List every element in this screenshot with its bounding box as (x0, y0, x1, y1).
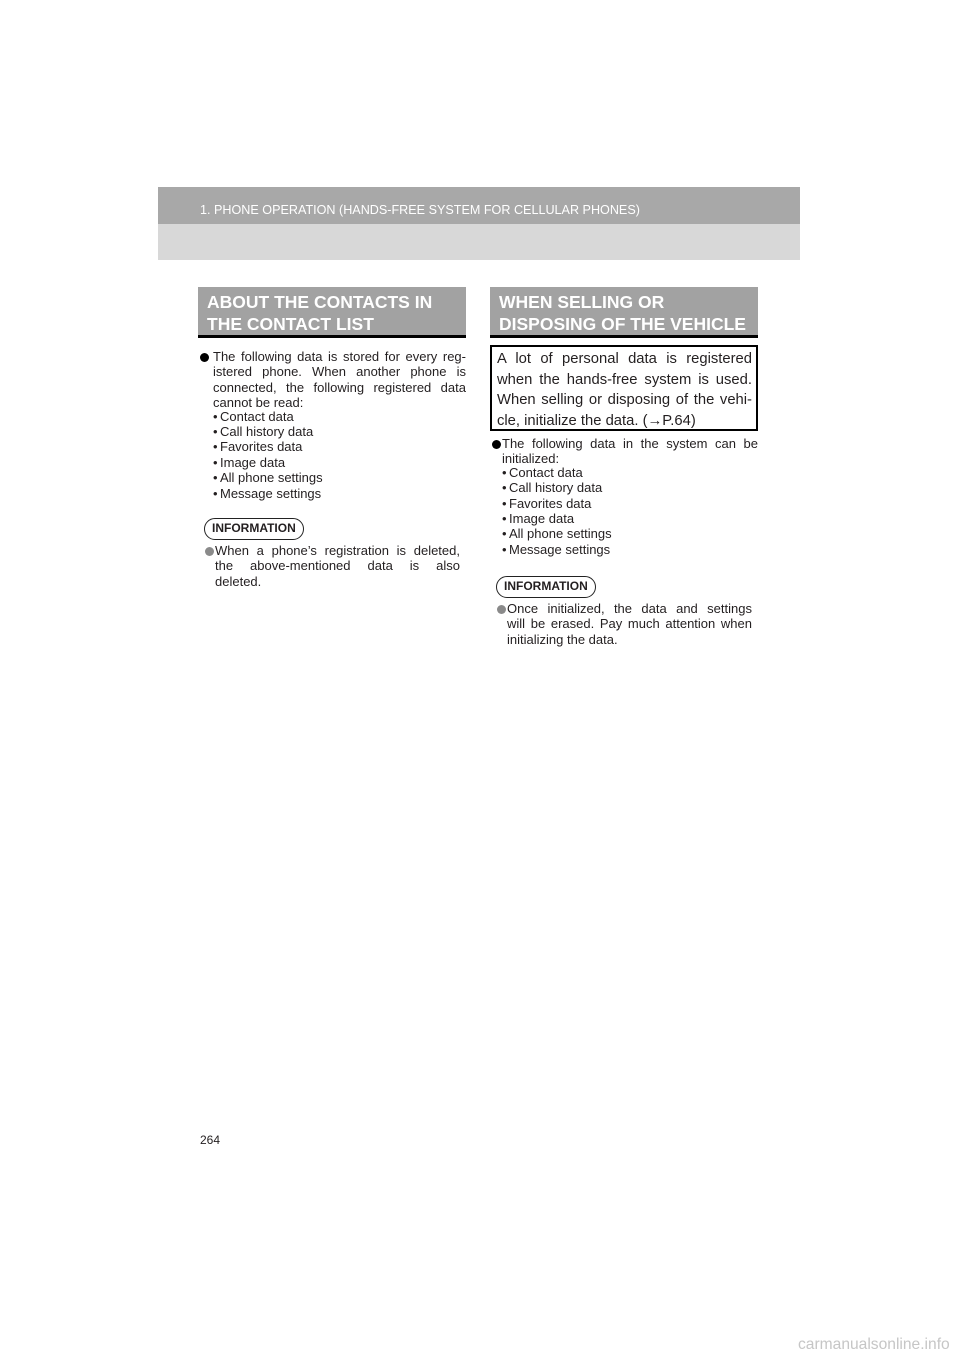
text-line: istered phone. When another phone is (213, 364, 466, 380)
text-line: initializing the data. (507, 631, 618, 647)
heading-line: DISPOSING OF THE VEHICLE (499, 314, 746, 334)
list-item: • Image data (213, 455, 466, 470)
text-line: initialized: (502, 451, 560, 467)
heading-line: THE CONTACT LIST (207, 314, 374, 334)
list-item: • All phone settings (213, 470, 466, 485)
heading-selling-vehicle (490, 287, 758, 338)
watermark: carmanualsonline.info (798, 1336, 950, 1353)
list-item: • Message settings (502, 542, 758, 557)
data-list (502, 465, 758, 557)
page-number: 264 (200, 1133, 221, 1147)
notice-box (490, 345, 758, 431)
information-label: INFORMATION (496, 576, 596, 598)
bullet-icon (492, 440, 501, 449)
list-item: • All phone settings (502, 526, 758, 541)
heading-line: ABOUT THE CONTACTS IN (207, 292, 433, 312)
list-item: • Contact data (502, 465, 758, 480)
section-title: 1. PHONE OPERATION (HANDS-FREE SYSTEM FOR CELLULAR PHONES) (200, 203, 640, 217)
section-header-band (158, 224, 800, 260)
list-item: • Contact data (213, 409, 466, 424)
information-paragraph (507, 601, 752, 647)
notice-line: When selling or disposing of the vehi- (497, 392, 752, 408)
text-line: will be erased. Pay much attention when (507, 616, 752, 632)
list-item: • Message settings (213, 486, 466, 501)
text-line: When a phone’s registration is deleted, (215, 543, 460, 558)
bullet-icon (200, 353, 209, 362)
text-line: connected, the following registered data (213, 379, 466, 395)
text-line: the above-mentioned data is also (215, 558, 460, 574)
info-bullet-icon (497, 605, 506, 614)
list-item: • Favorites data (502, 496, 758, 511)
heading-about-contacts (198, 287, 466, 338)
initialized-data-paragraph (502, 436, 758, 557)
list-item: • Image data (502, 511, 758, 526)
heading-line: WHEN SELLING OR (499, 292, 665, 312)
list-item: • Call history data (213, 424, 466, 439)
info-bullet-icon (205, 547, 214, 556)
information-paragraph (215, 543, 460, 589)
text-line: Once initialized, the data and settings (507, 601, 752, 616)
information-label: INFORMATION (204, 518, 304, 540)
list-item: • Favorites data (213, 439, 466, 454)
notice-line: cle, initialize the data. (→P.64) (497, 412, 696, 429)
data-list (213, 409, 466, 501)
text-line: cannot be read: (213, 395, 304, 411)
text-line: The following data is stored for every reg- (213, 349, 466, 364)
list-item: • Call history data (502, 480, 758, 495)
text-line: The following data in the system can be (502, 436, 758, 451)
text-line: deleted. (215, 573, 262, 589)
notice-line: when the hands-free system is used. (497, 371, 752, 388)
notice-line: A lot of personal data is registered (497, 351, 752, 367)
stored-data-paragraph (213, 349, 466, 501)
